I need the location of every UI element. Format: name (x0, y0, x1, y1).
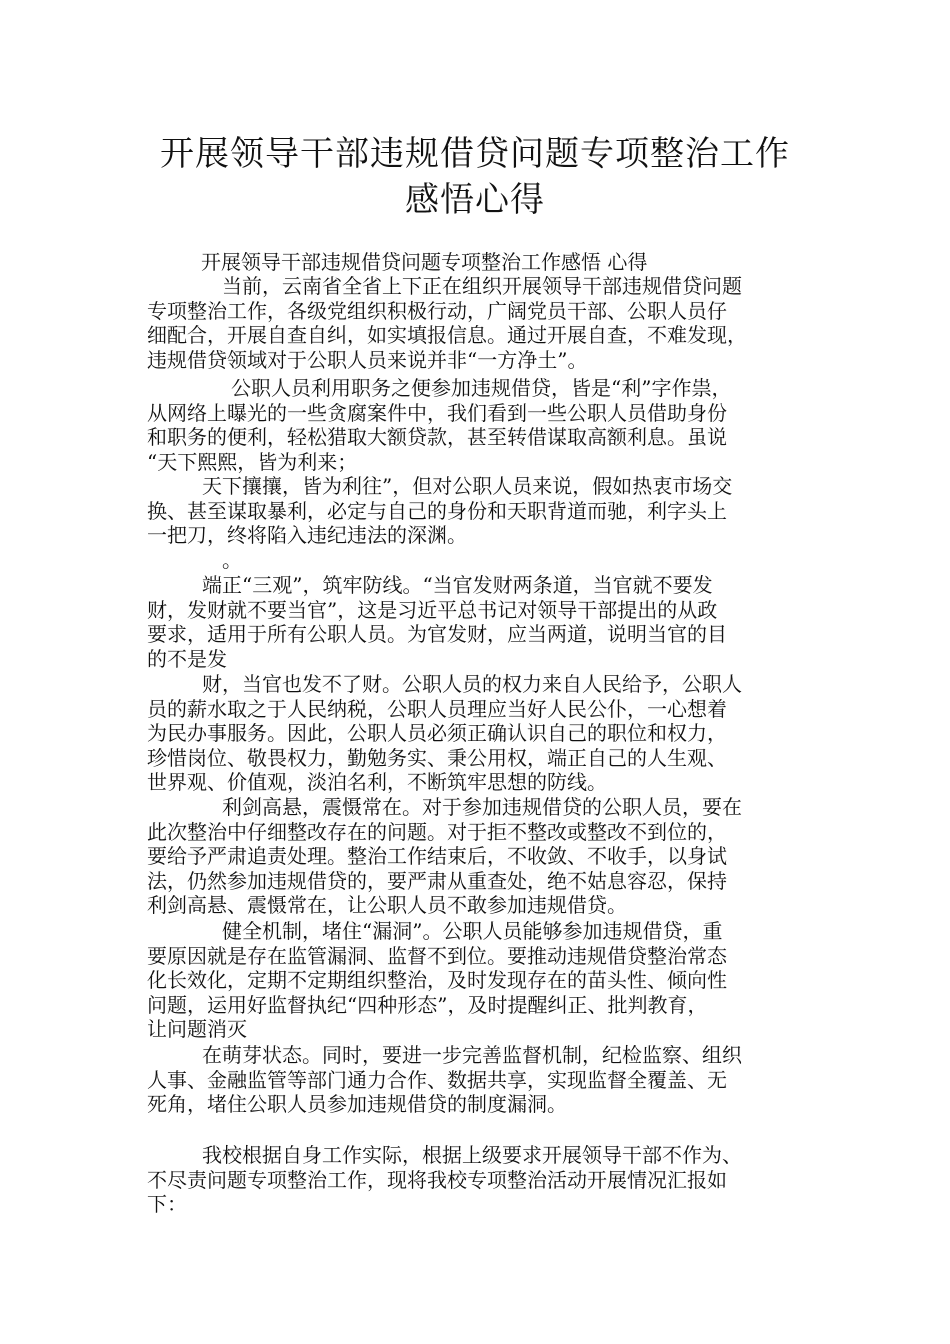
paragraph-line: 要原因就是存在监管漏洞、监督不到位。要推动违规借贷整治常态 (147, 943, 727, 968)
paragraph (147, 1143, 807, 1217)
paragraph-line: 和职务的便利，轻松猎取大额贷款，甚至转借谋取高额利息。虽说 (147, 425, 727, 449)
paragraph-line: 公职人员利用职务之便参加违规借贷，皆是“利”字作祟， (211, 376, 732, 400)
paragraph (147, 795, 807, 918)
paragraph-line: 从网络上曝光的一些贪腐案件中，我们看到一些公职人员借助身份 (147, 400, 727, 425)
paragraph-line: 天下攘攘，皆为利往”，但对公职人员来说，假如热衷市场交 (202, 474, 733, 498)
document-title-line-2: 感悟心得 (405, 180, 545, 220)
paragraph (147, 274, 807, 372)
paragraph (147, 573, 807, 671)
paragraph (147, 919, 807, 1042)
paragraph-line: 的不是发 (147, 646, 227, 671)
paragraph-line: 健全机制，堵住“漏洞”。公职人员能够参加违规借贷，重 (202, 919, 723, 943)
document-subtitle: 开展领导干部违规借贷问题专项整治工作感悟 心得 (201, 250, 648, 274)
paragraph (147, 376, 807, 474)
paragraph-line: 我校根据自身工作实际，根据上级要求开展领导干部不作为、 (202, 1143, 742, 1167)
paragraph-line: 世界观、价值观，淡泊名利，不断筑牢思想的防线。 (147, 770, 607, 794)
paragraph (147, 672, 807, 795)
paragraph (147, 1043, 807, 1117)
paragraph-line: 利剑高悬，震慑常在。对于参加违规借贷的公职人员，要在 (202, 795, 742, 819)
paragraph-line: 利剑高悬、震慑常在，让公职人员不敢参加违规借贷。 (147, 893, 627, 917)
paragraph-line: 财，发财就不要当官”，这是习近平总书记对领导干部提出的从政 (147, 597, 718, 622)
paragraph-line: 财，当官也发不了财。公职人员的权力来自人民给予，公职人 (202, 672, 742, 696)
paragraph (147, 548, 807, 573)
paragraph-line: 此次整治中仔细整改存在的问题。对于拒不整改或整改不到位的， (147, 819, 727, 844)
paragraph-line: 一把刀，终将陷入违纪违法的深渊。 (147, 523, 467, 547)
paragraph-line: 下： (147, 1192, 187, 1216)
paragraph-line: 换、甚至谋取暴利，必定与自己的身份和天职背道而驰，利字头上 (147, 498, 727, 523)
document-title-line-1: 开展领导干部违规借贷问题专项整治工作 (160, 134, 790, 174)
paragraph-line: 人事、金融监管等部门通力合作、数据共享，实现监督全覆盖、无 (147, 1067, 727, 1092)
paragraph-line: 要给予严肃追责处理。整治工作结束后，不收敛、不收手，以身试 (147, 844, 727, 868)
paragraph-line: 在萌芽状态。同时，要进一步完善监督机制，纪检监察、组织 (202, 1043, 742, 1067)
paragraph (147, 474, 807, 548)
paragraph-line: 为民办事服务。因此，公职人员必须正确认识自己的职位和权力， (147, 721, 727, 745)
paragraph-line: “天下熙熙，皆为利来； (147, 449, 358, 474)
paragraph-line: 要求，适用于所有公职人员。为官发财，应当两道，说明当官的目 (147, 622, 727, 646)
paragraph-line: 不尽责问题专项整治工作，现将我校专项整治活动开展情况汇报如 (147, 1167, 727, 1192)
paragraph-line: 让问题消灭 (147, 1017, 247, 1041)
paragraph-line: 端正“三观”，筑牢防线。“当官发财两条道，当官就不要发 (202, 573, 713, 597)
paragraph-line: 违规借贷领域对于公职人员来说并非“一方净土”。 (147, 347, 588, 372)
paragraph-line: 员的薪水取之于人民纳税，公职人员理应当好人民公仆，一心想着 (147, 696, 727, 721)
paragraph-line: 珍惜岗位、敬畏权力，勤勉务实、秉公用权，端正自己的人生观、 (147, 745, 727, 770)
paragraph-line: 细配合，开展自查自纠，如实填报信息。通过开展自查，不难发现， (147, 323, 747, 347)
paragraph-line: 法，仍然参加违规借贷的，要严肃从重查处，绝不姑息容忍，保持 (147, 868, 727, 893)
paragraph-line: 化长效化，定期不定期组织整治，及时发现存在的苗头性、倾向性 (147, 968, 727, 992)
paragraph-line: 死角，堵住公职人员参加违规借贷的制度漏洞。 (147, 1092, 567, 1116)
paragraph-line: 专项整治工作，各级党组织积极行动，广阔党员干部、公职人员仔 (147, 298, 727, 323)
paragraph-line: 当前，云南省全省上下正在组织开展领导干部违规借贷问题 (202, 274, 742, 298)
paragraph-line: 。 (202, 548, 242, 572)
paragraph-line: 问题，运用好监督执纪“四种形态”，及时提醒纠正、批判教育， (147, 992, 708, 1017)
